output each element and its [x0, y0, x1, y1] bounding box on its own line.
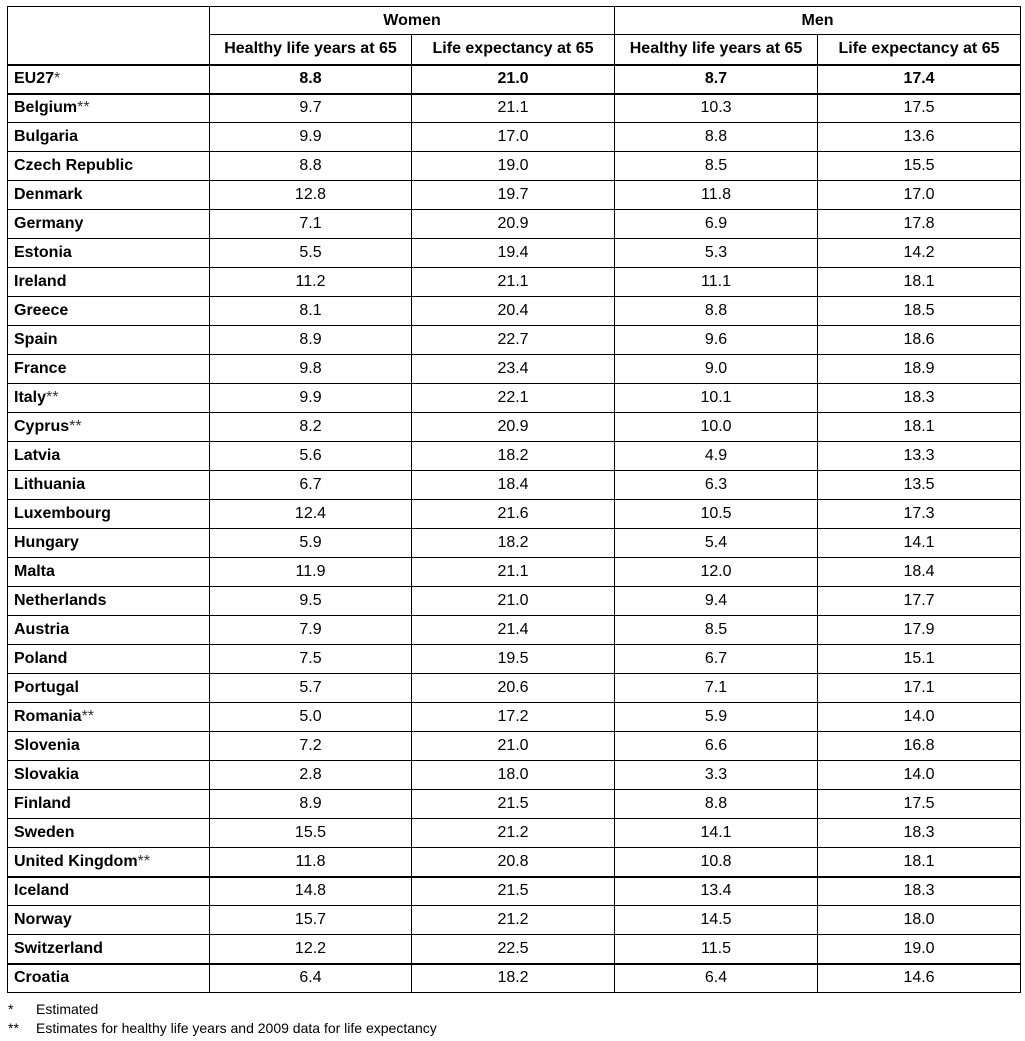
men-life-value: 17.4	[818, 65, 1021, 94]
women-life-value: 18.2	[412, 964, 615, 993]
men-healthy-value: 6.3	[615, 471, 818, 500]
table-row	[8, 123, 1021, 152]
country-name: Finland	[14, 795, 71, 812]
women-healthy-value: 7.2	[210, 732, 412, 761]
men-healthy-value: 5.9	[615, 703, 818, 732]
men-life-value: 17.5	[818, 790, 1021, 819]
country-cell	[8, 558, 210, 587]
country-cell	[8, 326, 210, 355]
country-cell	[8, 500, 210, 529]
women-life-value: 18.4	[412, 471, 615, 500]
women-healthy-value: 9.5	[210, 587, 412, 616]
country-cell	[8, 355, 210, 384]
men-life-value: 18.1	[818, 413, 1021, 442]
women-life-value: 18.2	[412, 442, 615, 471]
women-life-value: 22.7	[412, 326, 615, 355]
table-row	[8, 877, 1021, 906]
country-cell	[8, 848, 210, 877]
country-name: Latvia	[14, 447, 61, 464]
table-row	[8, 442, 1021, 471]
women-life-value: 20.6	[412, 674, 615, 703]
women-life-value: 19.0	[412, 152, 615, 181]
women-healthy-value: 9.8	[210, 355, 412, 384]
table-row	[8, 906, 1021, 935]
country-name: Estonia	[14, 244, 72, 261]
table-row	[8, 94, 1021, 123]
men-healthy-value: 11.5	[615, 935, 818, 964]
table-row	[8, 819, 1021, 848]
country-name: Netherlands	[14, 592, 107, 609]
men-life-value: 18.4	[818, 558, 1021, 587]
country-cell	[8, 819, 210, 848]
women-life-value: 21.4	[412, 616, 615, 645]
footnote	[8, 1019, 437, 1038]
country-name: Czech Republic	[14, 157, 134, 174]
table-row	[8, 384, 1021, 413]
footnote-symbol: *	[8, 1001, 14, 1017]
women-life-value: 22.5	[412, 935, 615, 964]
country-name: Hungary	[14, 534, 79, 551]
men-life-value: 17.5	[818, 94, 1021, 123]
women-life-value: 22.1	[412, 384, 615, 413]
men-life-value: 18.3	[818, 384, 1021, 413]
women-life-value: 21.5	[412, 877, 615, 906]
footnote-mark: **	[77, 99, 90, 117]
country-cell	[8, 616, 210, 645]
men-life-value: 18.9	[818, 355, 1021, 384]
table-row	[8, 732, 1021, 761]
country-cell	[8, 529, 210, 558]
women-healthy-value: 8.1	[210, 297, 412, 326]
men-healthy-value: 10.1	[615, 384, 818, 413]
country-cell	[8, 239, 210, 268]
country-name: Italy	[14, 389, 47, 406]
table-row	[8, 65, 1021, 94]
table-row	[8, 500, 1021, 529]
women-healthy-value: 8.2	[210, 413, 412, 442]
men-life-value: 18.3	[818, 819, 1021, 848]
men-life-value: 18.5	[818, 297, 1021, 326]
women-life-value: 19.5	[412, 645, 615, 674]
women-life-value: 20.9	[412, 210, 615, 239]
country-name: Norway	[14, 911, 72, 928]
table-row	[8, 703, 1021, 732]
country-name: Portugal	[14, 679, 79, 696]
country-cell	[8, 935, 210, 964]
footnotes	[8, 1000, 437, 1038]
women-life-value: 20.4	[412, 297, 615, 326]
corner-cell	[8, 7, 210, 65]
men-life-value: 15.5	[818, 152, 1021, 181]
country-name: Lithuania	[14, 476, 86, 493]
men-life-value: 16.8	[818, 732, 1021, 761]
women-healthy-value: 8.8	[210, 65, 412, 94]
table-row	[8, 616, 1021, 645]
country-name: Austria	[14, 621, 70, 638]
men-healthy-value: 3.3	[615, 761, 818, 790]
table-body	[8, 65, 1021, 993]
footnote-mark: **	[137, 852, 150, 870]
men-healthy-value: 8.5	[615, 616, 818, 645]
table-row	[8, 413, 1021, 442]
country-cell	[8, 906, 210, 935]
women-life-value: 21.0	[412, 65, 615, 94]
country-cell	[8, 761, 210, 790]
women-healthy-value: 7.1	[210, 210, 412, 239]
men-healthy-value: 10.5	[615, 500, 818, 529]
women-healthy-value: 8.9	[210, 790, 412, 819]
women-life-value: 17.2	[412, 703, 615, 732]
country-cell	[8, 94, 210, 123]
women-healthy-value: 5.6	[210, 442, 412, 471]
women-life-value: 21.1	[412, 558, 615, 587]
women-healthy-header: Healthy life years at 65	[210, 35, 412, 65]
women-healthy-value: 5.0	[210, 703, 412, 732]
women-healthy-value: 15.5	[210, 819, 412, 848]
table-row	[8, 355, 1021, 384]
men-healthy-value: 8.8	[615, 297, 818, 326]
men-healthy-header: Healthy life years at 65	[615, 35, 818, 65]
country-name: Spain	[14, 331, 58, 348]
country-name: Malta	[14, 563, 55, 580]
women-life-value: 21.1	[412, 94, 615, 123]
country-cell	[8, 152, 210, 181]
women-healthy-value: 12.4	[210, 500, 412, 529]
table-row	[8, 587, 1021, 616]
life-expectancy-table	[7, 6, 1021, 993]
country-name: Croatia	[14, 969, 70, 987]
country-name: Belgium	[14, 99, 78, 117]
women-healthy-value: 5.7	[210, 674, 412, 703]
country-cell	[8, 471, 210, 500]
men-life-value: 18.1	[818, 848, 1021, 877]
table-row	[8, 935, 1021, 964]
table-row	[8, 790, 1021, 819]
men-life-value: 14.0	[818, 703, 1021, 732]
table-row	[8, 152, 1021, 181]
men-healthy-value: 6.4	[615, 964, 818, 993]
country-cell	[8, 645, 210, 674]
table-row	[8, 964, 1021, 993]
country-name: EU27	[14, 70, 55, 87]
men-life-value: 18.1	[818, 268, 1021, 297]
women-life-value: 18.2	[412, 529, 615, 558]
men-life-value: 17.3	[818, 500, 1021, 529]
men-healthy-value: 9.4	[615, 587, 818, 616]
country-name: Romania	[14, 708, 82, 725]
women-healthy-value: 8.8	[210, 152, 412, 181]
men-healthy-value: 5.4	[615, 529, 818, 558]
women-life-value: 23.4	[412, 355, 615, 384]
men-healthy-value: 8.5	[615, 152, 818, 181]
country-name: Sweden	[14, 824, 75, 841]
table-row	[8, 326, 1021, 355]
women-healthy-value: 11.9	[210, 558, 412, 587]
table-row	[8, 761, 1021, 790]
men-life-value: 17.8	[818, 210, 1021, 239]
footnote-symbol: **	[8, 1020, 19, 1036]
women-healthy-value: 9.9	[210, 384, 412, 413]
women-header: Women	[210, 7, 615, 35]
country-cell	[8, 732, 210, 761]
men-life-value: 17.7	[818, 587, 1021, 616]
men-healthy-value: 7.1	[615, 674, 818, 703]
women-healthy-value: 2.8	[210, 761, 412, 790]
country-name: Slovakia	[14, 766, 79, 783]
footnote	[8, 1000, 437, 1019]
country-name: Poland	[14, 650, 68, 667]
men-healthy-value: 11.1	[615, 268, 818, 297]
table-row	[8, 297, 1021, 326]
country-name: Denmark	[14, 186, 83, 203]
women-healthy-value: 12.2	[210, 935, 412, 964]
women-healthy-value: 8.9	[210, 326, 412, 355]
country-name: Greece	[14, 302, 69, 319]
men-life-value: 13.3	[818, 442, 1021, 471]
women-life-value: 19.4	[412, 239, 615, 268]
country-cell	[8, 123, 210, 152]
men-life-value: 15.1	[818, 645, 1021, 674]
men-healthy-value: 10.3	[615, 94, 818, 123]
country-name: Ireland	[14, 273, 67, 290]
men-healthy-value: 6.9	[615, 210, 818, 239]
footnote-mark: **	[46, 389, 59, 406]
country-cell	[8, 181, 210, 210]
women-life-header: Life expectancy at 65	[412, 35, 615, 65]
men-healthy-value: 13.4	[615, 877, 818, 906]
country-name: Switzerland	[14, 939, 103, 957]
table-row	[8, 471, 1021, 500]
men-life-value: 14.6	[818, 964, 1021, 993]
men-healthy-value: 10.0	[615, 413, 818, 442]
country-cell	[8, 268, 210, 297]
country-name: Luxembourg	[14, 505, 111, 522]
men-healthy-value: 8.7	[615, 65, 818, 94]
women-life-value: 21.0	[412, 587, 615, 616]
women-life-value: 21.2	[412, 819, 615, 848]
country-cell	[8, 413, 210, 442]
men-healthy-value: 5.3	[615, 239, 818, 268]
country-cell	[8, 674, 210, 703]
men-life-value: 18.0	[818, 906, 1021, 935]
men-life-value: 19.0	[818, 935, 1021, 964]
women-healthy-value: 6.4	[210, 964, 412, 993]
men-life-value: 14.0	[818, 761, 1021, 790]
women-life-value: 19.7	[412, 181, 615, 210]
men-life-value: 18.6	[818, 326, 1021, 355]
country-name: United Kingdom	[14, 852, 138, 870]
women-healthy-value: 5.5	[210, 239, 412, 268]
country-cell	[8, 877, 210, 906]
country-cell	[8, 964, 210, 993]
country-name: Bulgaria	[14, 128, 79, 145]
men-healthy-value: 9.0	[615, 355, 818, 384]
country-cell	[8, 442, 210, 471]
men-healthy-value: 12.0	[615, 558, 818, 587]
women-healthy-value: 9.7	[210, 94, 412, 123]
women-healthy-value: 14.8	[210, 877, 412, 906]
country-cell	[8, 703, 210, 732]
country-cell	[8, 587, 210, 616]
table-row	[8, 645, 1021, 674]
men-life-value: 17.1	[818, 674, 1021, 703]
table-row	[8, 558, 1021, 587]
women-life-value: 17.0	[412, 123, 615, 152]
country-cell	[8, 790, 210, 819]
women-healthy-value: 5.9	[210, 529, 412, 558]
women-healthy-value: 11.2	[210, 268, 412, 297]
men-healthy-value: 14.1	[615, 819, 818, 848]
table-row	[8, 268, 1021, 297]
country-cell	[8, 65, 210, 94]
country-name: Germany	[14, 215, 84, 232]
men-life-header: Life expectancy at 65	[818, 35, 1021, 65]
men-healthy-value: 4.9	[615, 442, 818, 471]
women-healthy-value: 7.5	[210, 645, 412, 674]
country-cell	[8, 297, 210, 326]
table-row	[8, 210, 1021, 239]
women-life-value: 21.6	[412, 500, 615, 529]
men-life-value: 13.6	[818, 123, 1021, 152]
table-row	[8, 848, 1021, 877]
men-life-value: 14.1	[818, 529, 1021, 558]
table-row	[8, 239, 1021, 268]
men-life-value: 17.9	[818, 616, 1021, 645]
women-life-value: 21.1	[412, 268, 615, 297]
footnote-text: Estimates for healthy life years and 2009 data for life expectancy	[36, 1020, 437, 1036]
women-life-value: 18.0	[412, 761, 615, 790]
footnote-mark: **	[81, 708, 95, 725]
women-healthy-value: 15.7	[210, 906, 412, 935]
country-name: France	[14, 360, 67, 377]
men-healthy-value: 6.7	[615, 645, 818, 674]
men-healthy-value: 10.8	[615, 848, 818, 877]
women-life-value: 20.8	[412, 848, 615, 877]
country-name: Cyprus	[14, 418, 70, 435]
women-healthy-value: 9.9	[210, 123, 412, 152]
men-healthy-value: 11.8	[615, 181, 818, 210]
table-row	[8, 674, 1021, 703]
women-healthy-value: 12.8	[210, 181, 412, 210]
women-life-value: 21.5	[412, 790, 615, 819]
men-healthy-value: 6.6	[615, 732, 818, 761]
country-name: Iceland	[14, 882, 70, 900]
men-healthy-value: 8.8	[615, 123, 818, 152]
country-cell	[8, 384, 210, 413]
women-healthy-value: 11.8	[210, 848, 412, 877]
table-row	[8, 529, 1021, 558]
country-cell	[8, 210, 210, 239]
women-healthy-value: 7.9	[210, 616, 412, 645]
table-row	[8, 181, 1021, 210]
men-healthy-value: 8.8	[615, 790, 818, 819]
men-healthy-value: 9.6	[615, 326, 818, 355]
men-life-value: 13.5	[818, 471, 1021, 500]
men-life-value: 17.0	[818, 181, 1021, 210]
men-header: Men	[615, 7, 1021, 35]
country-name: Slovenia	[14, 737, 80, 754]
footnote-mark: *	[54, 70, 61, 87]
footnote-mark: **	[69, 418, 82, 435]
footnote-text: Estimated	[36, 1001, 99, 1017]
men-healthy-value: 14.5	[615, 906, 818, 935]
women-life-value: 20.9	[412, 413, 615, 442]
women-life-value: 21.2	[412, 906, 615, 935]
women-life-value: 21.0	[412, 732, 615, 761]
men-life-value: 14.2	[818, 239, 1021, 268]
men-life-value: 18.3	[818, 877, 1021, 906]
women-healthy-value: 6.7	[210, 471, 412, 500]
